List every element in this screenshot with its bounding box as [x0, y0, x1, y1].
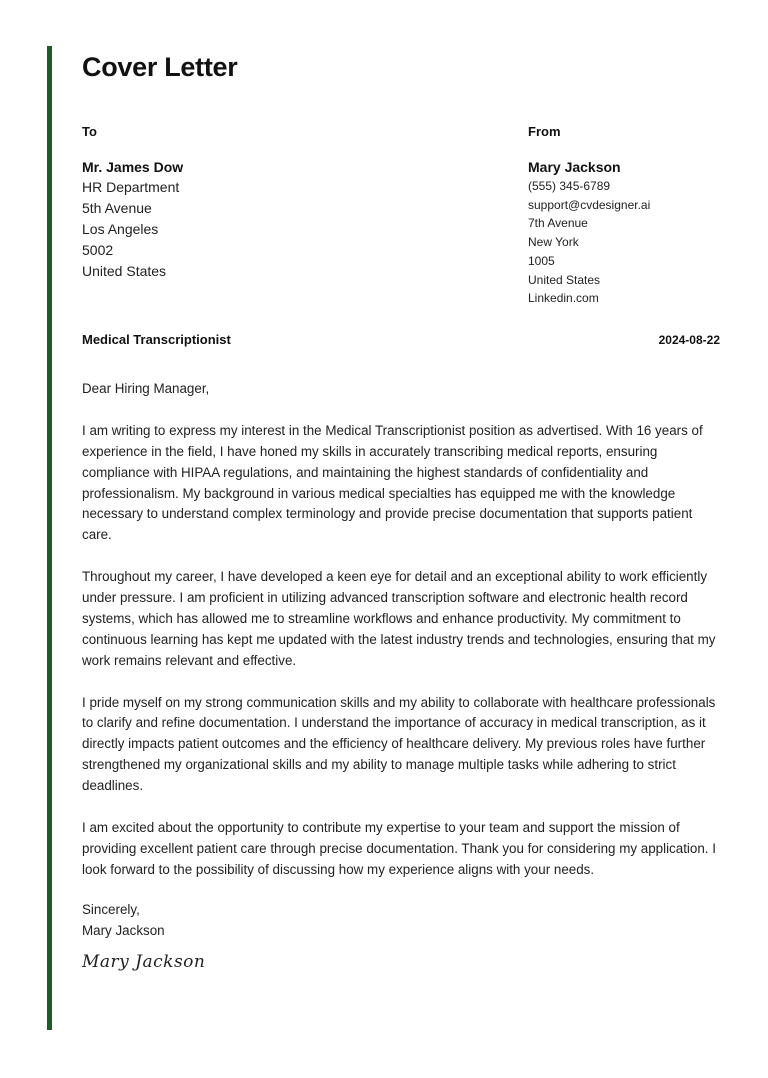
subject-row [82, 332, 720, 347]
subject-line: Medical Transcriptionist [82, 332, 231, 347]
sender-line: New York [528, 235, 579, 250]
recipient-line: United States [82, 263, 167, 279]
accent-bar [47, 46, 52, 1030]
sender-phone: (555) 345-6789 [528, 179, 611, 193]
recipient-line: HR Department [82, 179, 180, 195]
sender-line: 1005 [528, 253, 555, 268]
cover-letter-page [82, 52, 720, 972]
handwritten-signature: Mary Jackson [82, 952, 206, 972]
body-paragraph: I am excited about the opportunity to contribute my expertise to your team and support the mission of providing excellent patient care through precise documentation. Thank you for considering my application. I look forward to the possibility of discussing how my experience aligns with your needs. [82, 819, 716, 877]
body-paragraph: Throughout my career, I have developed a keen eye for detail and an exceptional ability to work efficiently under pressure. I am proficient in utilizing advanced transcription software and electronic health record systems, which has allowed me to streamline workflows and enhance productivity. My commitment to continuous learning has kept me updated with the latest industry trends and technologies, ensuring that my work remains relevant and effective. [82, 569, 716, 668]
letter-date: 2024-08-22 [658, 332, 720, 347]
recipient-line: Los Angeles [82, 221, 159, 237]
greeting: Dear Hiring Manager, [82, 381, 210, 396]
page-title: Cover Letter [82, 52, 238, 82]
recipient-address [82, 124, 382, 282]
from-heading: From [528, 124, 561, 139]
sender-linkedin: Linkedin.com [528, 291, 599, 306]
body-paragraph: I pride myself on my strong communication skills and my ability to collaborate with healthcare professionals to clarify and refine documentation. I understand the importance of accuracy in medical transcription, as it directly impacts patient outcomes and the efficiency of healthcare delivery. My previous roles have further strengthened my organizational skills and my ability to manage multiple tasks while adhering to strict deadlines. [82, 694, 716, 794]
closing-name: Mary Jackson [82, 922, 165, 938]
body-paragraph: I am writing to express my interest in the Medical Transcriptionist position as advertised. With 16 years of experience in the field, I have honed my skills in accurately transcribing medical reports, ensuring compliance with HIPAA regulations, and maintaining the highest standards of confidentiality and professionalism. My background in various medical specialties has equipped me with the knowledge necessary to understand complex terminology and provide precise documentation that supports patient care. [82, 422, 703, 543]
to-heading: To [82, 124, 97, 139]
sender-line: United States [528, 272, 601, 287]
sender-name: Mary Jackson [528, 159, 621, 175]
valediction: Sincerely, [82, 902, 140, 917]
letter-body [82, 379, 722, 902]
closing-block [82, 900, 165, 942]
recipient-line: 5002 [82, 242, 114, 258]
recipient-line: 5th Avenue [82, 200, 152, 216]
sender-address [528, 124, 728, 308]
recipient-name: Mr. James Dow [82, 159, 184, 175]
sender-line: 7th Avenue [528, 216, 588, 231]
sender-email: support@cvdesigner.ai [528, 197, 651, 212]
